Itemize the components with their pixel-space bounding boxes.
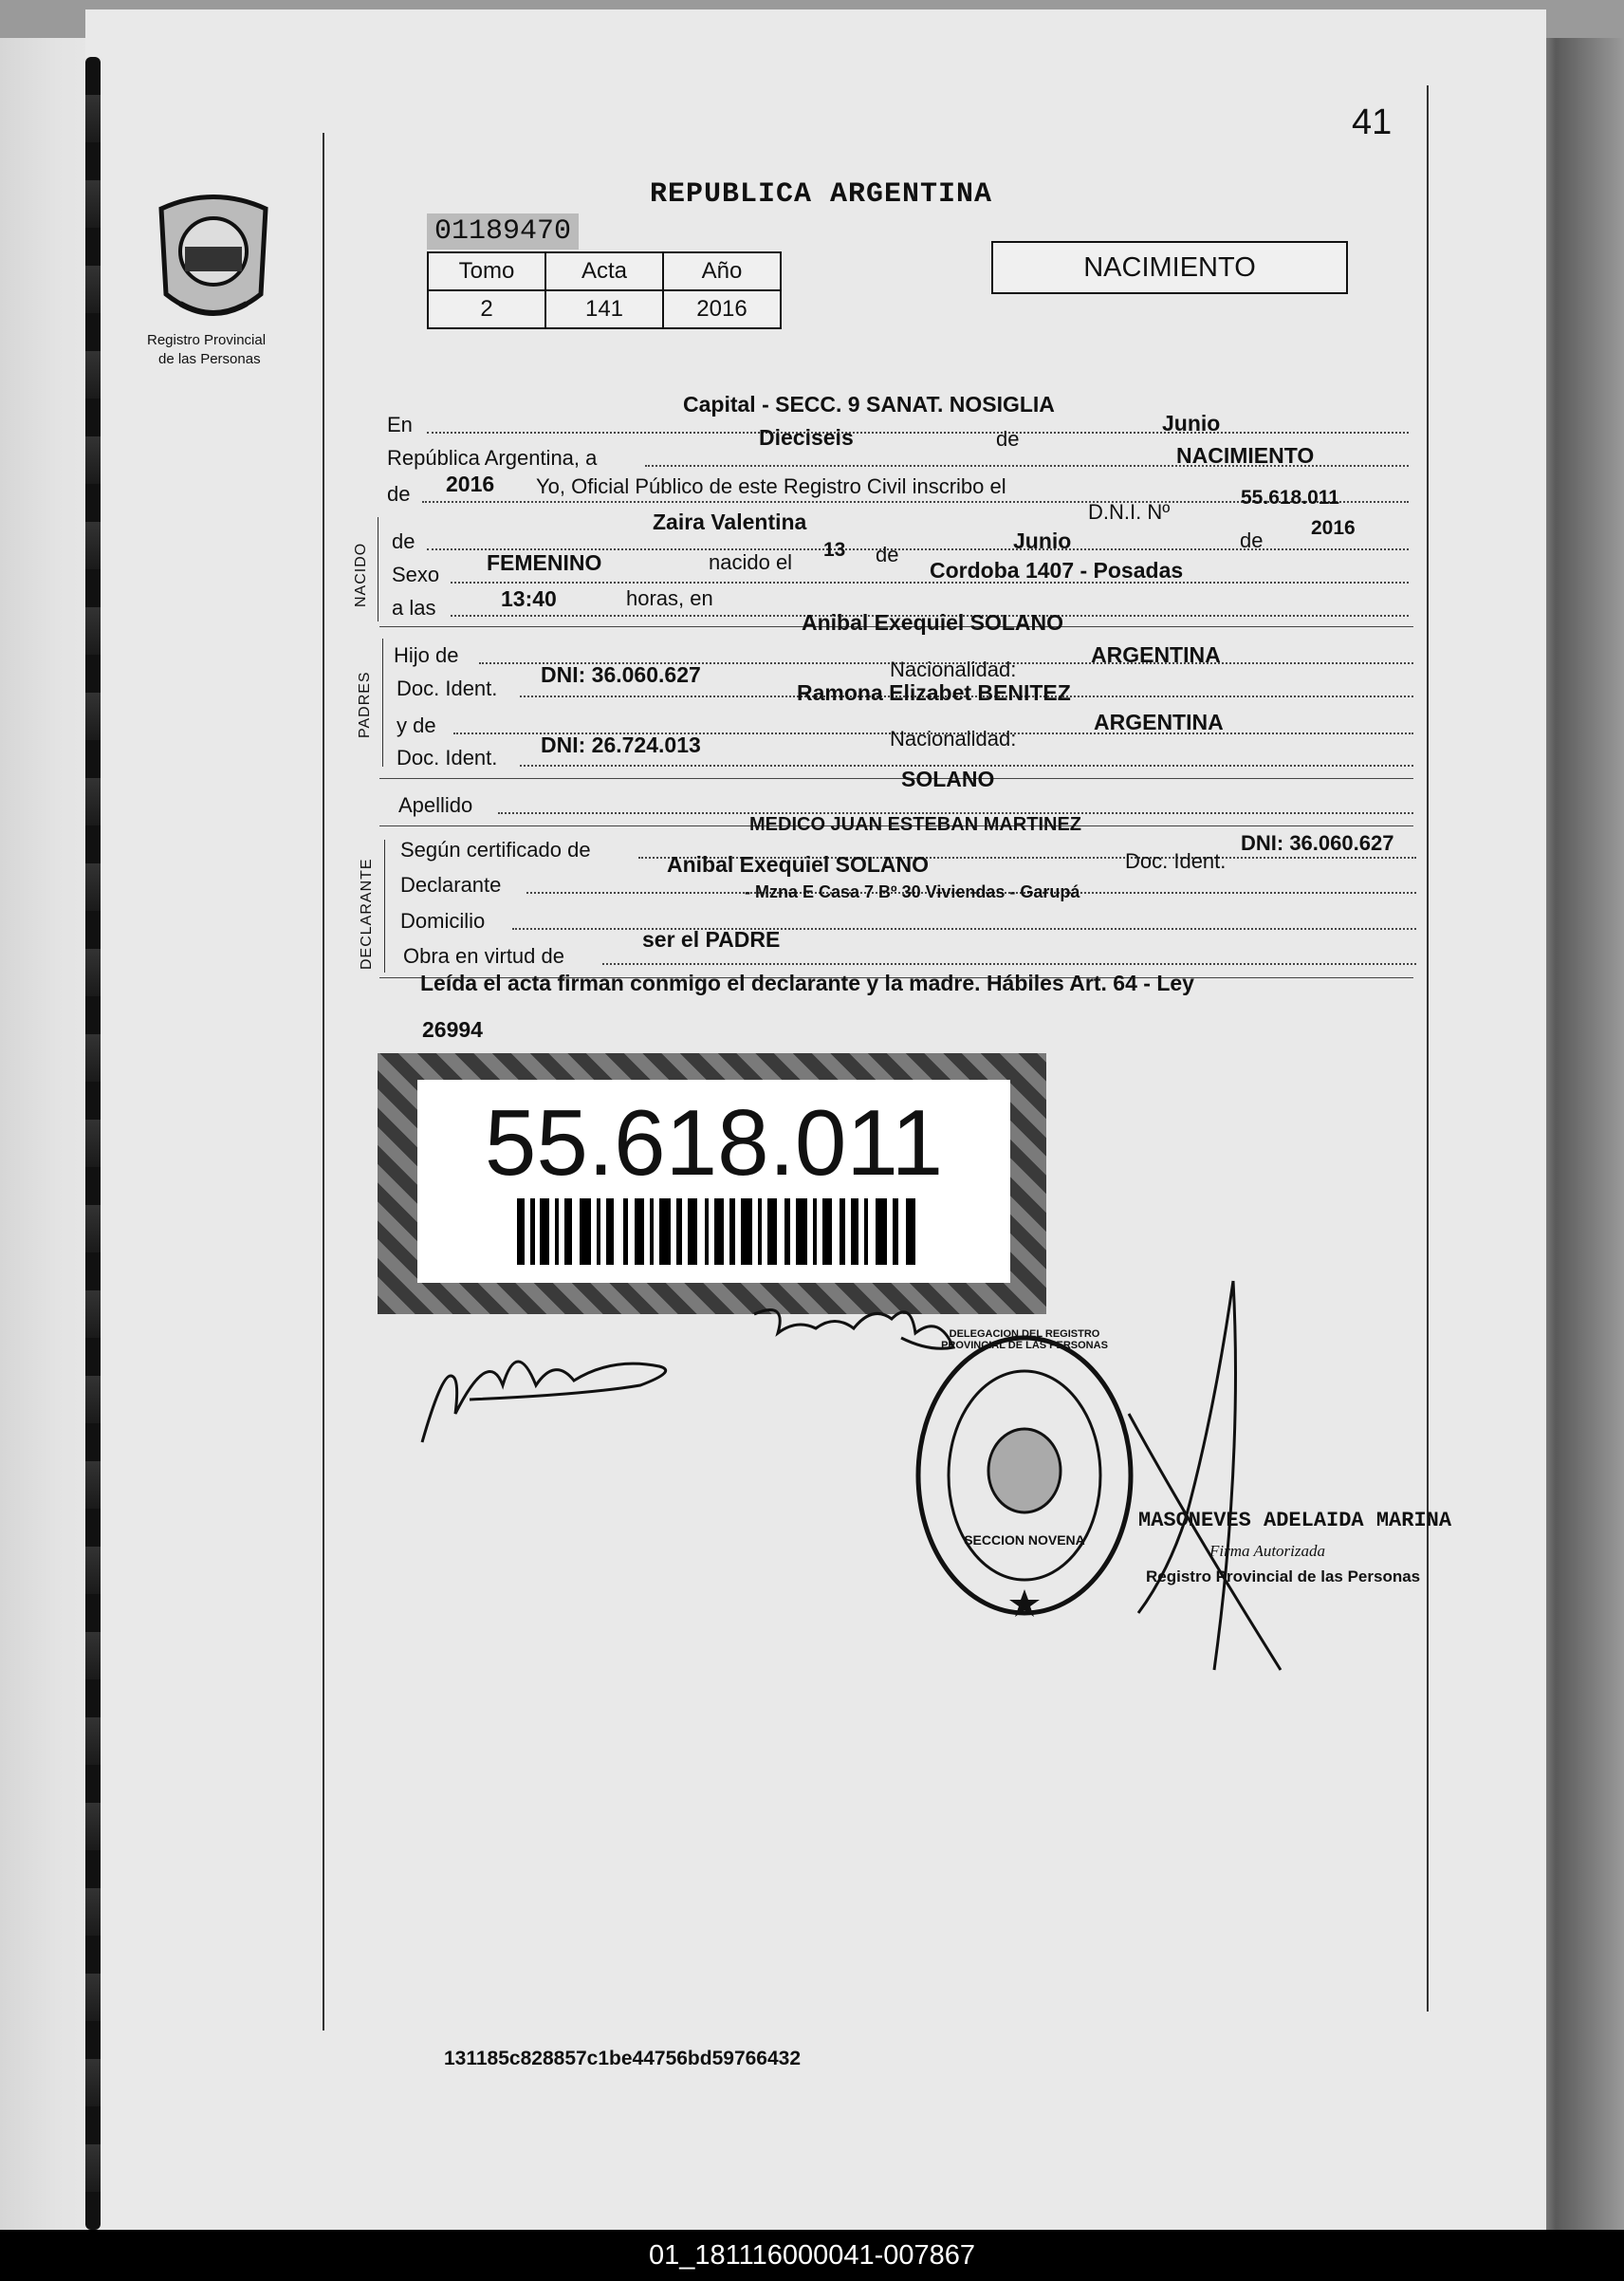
scan-footer-id: 01_181116000041-007867 xyxy=(0,2230,1624,2281)
barcode-label xyxy=(378,1053,1046,1314)
doc-label-3: Doc. Ident. xyxy=(1125,849,1227,873)
doc-label: Doc. Ident. xyxy=(397,677,498,700)
seal-inner-text: SECCION NOVENA xyxy=(964,1532,1085,1548)
domicilio-value: - Mzna E Casa 7 Bº 30 Viviendas - Garupá xyxy=(745,882,1080,901)
signatory-title: Firma Autorizada xyxy=(1209,1542,1326,1560)
fill-line xyxy=(602,963,1416,965)
birth-year: 2016 xyxy=(1311,517,1356,539)
cert-value: MEDICO JUAN ESTEBAN MARTINEZ xyxy=(749,814,1082,835)
binding-edge xyxy=(85,57,101,2230)
horas-label: horas, en xyxy=(626,586,713,610)
page-number: 41 xyxy=(1352,102,1393,142)
yo-label: Yo, Oficial Público de este Registro Civil inscribo el xyxy=(536,474,1006,498)
right-margin-line xyxy=(1427,85,1429,2012)
obra-value: ser el PADRE xyxy=(642,927,781,952)
birth-month: Junio xyxy=(1013,529,1072,553)
table-header: Acta xyxy=(545,252,663,290)
month-value: Junio xyxy=(1162,411,1221,436)
yde-label: y de xyxy=(397,714,436,737)
declarante-value: Anibal Exequiel SOLANO xyxy=(667,852,930,877)
declarante-doc: DNI: 36.060.627 xyxy=(1241,831,1394,855)
table-cell: 2016 xyxy=(663,290,781,328)
de-label-5: de xyxy=(1240,529,1264,552)
de-label: de xyxy=(996,427,1020,451)
nacido-label: nacido el xyxy=(709,550,793,574)
dni-label: D.N.I. Nº xyxy=(1088,500,1171,524)
birth-day: 13 xyxy=(823,539,846,561)
divider xyxy=(379,778,1413,779)
dni-value: 55.618.011 xyxy=(1241,487,1339,509)
apellido-value: SOLANO xyxy=(901,767,995,791)
table-header: Tomo xyxy=(428,252,545,290)
mother-name: Ramona Elizabet BENITEZ xyxy=(797,680,1071,705)
table-cell: 141 xyxy=(545,290,663,328)
province-crest-logo xyxy=(152,190,275,332)
en-label: En xyxy=(387,413,413,436)
table-cell: 2 xyxy=(428,290,545,328)
fill-line xyxy=(427,432,1409,434)
hijo-label: Hijo de xyxy=(394,643,459,667)
country-title: REPUBLICA ARGENTINA xyxy=(650,178,993,211)
section-bracket xyxy=(382,639,383,767)
birth-time: 13:40 xyxy=(501,586,557,611)
official-seal xyxy=(911,1328,1138,1623)
republica-label: República Argentina, a xyxy=(387,446,598,470)
father-doc: DNI: 36.060.627 xyxy=(541,662,701,687)
inscribed-value: NACIMIENTO xyxy=(1176,443,1315,468)
officer-signature xyxy=(1110,1271,1300,1689)
father-name: Anibal Exequiel SOLANO xyxy=(802,610,1064,635)
barcode-bars xyxy=(517,1198,915,1265)
serial-number: 01189470 xyxy=(427,213,579,250)
birth-place: Cordoba 1407 - Posadas xyxy=(930,558,1184,583)
logo-caption-2: de las Personas xyxy=(158,351,261,367)
section-label-nacido: NACIDO xyxy=(353,542,369,607)
seal-ring-text: DELEGACION DEL REGISTRO PROVINCIAL DE LAS PERSONAS xyxy=(941,1328,1108,1351)
sexo-label: Sexo xyxy=(392,563,440,586)
document-hash: 131185c828857c1be44756bd59766432 xyxy=(444,2048,802,2069)
child-name: Zaira Valentina xyxy=(653,510,807,534)
declarante-label: Declarante xyxy=(400,873,502,897)
barcode-number: 55.618.011 xyxy=(484,1090,944,1195)
signatory-org: Registro Provincial de las Personas xyxy=(1146,1567,1421,1586)
left-margin-line xyxy=(323,133,324,2031)
alas-label: a las xyxy=(392,596,436,620)
table-header: Año xyxy=(663,252,781,290)
day-value: Dieciseis xyxy=(759,425,854,450)
mother-nationality: ARGENTINA xyxy=(1094,710,1224,734)
de-label-2: de xyxy=(387,482,411,506)
father-nationality: ARGENTINA xyxy=(1091,642,1221,667)
de-label-3: de xyxy=(392,529,415,553)
domicilio-label: Domicilio xyxy=(400,909,486,933)
sexo-value: FEMENINO xyxy=(487,550,602,575)
de-label-4: de xyxy=(876,543,899,566)
doc-type-box: NACIMIENTO xyxy=(991,241,1348,294)
year-value: 2016 xyxy=(446,472,495,496)
section-bracket xyxy=(384,840,385,973)
doc-label-2: Doc. Ident. xyxy=(397,746,498,770)
barcode-panel xyxy=(417,1080,1010,1283)
obra-label: Obra en virtud de xyxy=(403,944,564,968)
declarant-signature xyxy=(413,1319,697,1452)
signatory-name: MASONEVES ADELAIDA MARINA xyxy=(1138,1509,1452,1532)
apellido-label: Apellido xyxy=(398,793,473,817)
section-label-declarante: DECLARANTE xyxy=(359,858,375,970)
place-value: Capital - SECC. 9 SANAT. NOSIGLIA xyxy=(683,392,1055,417)
mother-doc: DNI: 26.724.013 xyxy=(541,733,701,757)
section-label-padres: PADRES xyxy=(357,671,373,738)
record-table xyxy=(427,251,782,329)
cert-label: Según certificado de xyxy=(400,838,591,862)
nacionalidad-label: Nacionalidad: xyxy=(890,658,1017,681)
closing-text: Leída el acta firman conmigo el declarante y la madre. Hábiles Art. 64 - Ley xyxy=(420,971,1194,995)
logo-caption: Registro Provincial xyxy=(147,332,267,348)
closing-text-2: 26994 xyxy=(422,1017,483,1042)
nacionalidad-label-2: Nacionalidad: xyxy=(890,727,1017,751)
